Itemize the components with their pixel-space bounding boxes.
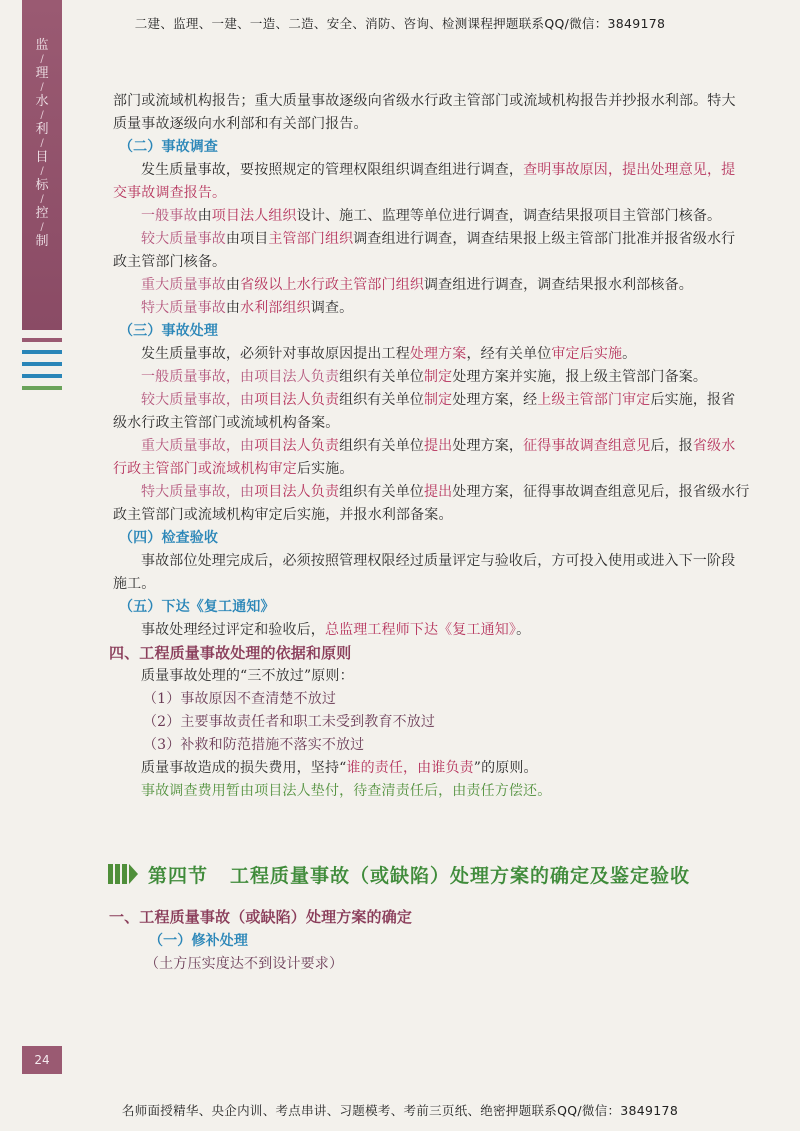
- paragraph-line: 一般质量事故，由项目法人负责组织有关单位制定处理方案并实施，报上级主管部门备案。: [141, 369, 708, 385]
- paragraph-line: 事故部位处理完成后，必须按照管理权限经过质量评定与验收后，方可投入使用或进入下一阶段: [141, 553, 736, 569]
- paragraph-line: 事故调查费用暂由项目法人垫付，待查清责任后，由责任方偿还。: [141, 783, 552, 799]
- paragraph-line: 特大质量事故由水利部组织调查。: [141, 300, 354, 316]
- paragraph-line: 较大质量事故由项目主管部门组织调查组进行调查，调查结果报上级主管部门批准并报省级水行: [141, 231, 736, 247]
- paragraph-line: 一般事故由项目法人组织设计、施工、监理等单位进行调查，调查结果报项目主管部门核备。: [141, 208, 722, 224]
- list-item: （3）补救和防范措施不落实不放过: [143, 737, 365, 753]
- paragraph-line: 质量事故处理的“三不放过”原则：: [141, 668, 354, 684]
- subheading-investigation: （二）事故调查: [119, 139, 219, 155]
- paragraph-line: 发生质量事故，要按照规定的管理权限组织调查组进行调查，查明事故原因，提出处理意见，提: [141, 162, 736, 178]
- body-text: [109, 90, 753, 803]
- subheading-repair: （一）修补处理: [149, 933, 249, 949]
- paragraph-line: 发生质量事故，必须针对事故原因提出工程处理方案，经有关单位审定后实施。: [141, 346, 637, 362]
- paragraph-line: 政主管部门或流域机构审定后实施，并报水利部备案。: [113, 507, 453, 523]
- paragraph-line: 质量事故造成的损失费用，坚持“谁的责任，由谁负责”的原则。: [141, 760, 538, 776]
- side-tab-char: 目: [35, 150, 49, 165]
- paragraph-line: 较大质量事故，由项目法人负责组织有关单位制定处理方案，经上级主管部门审定后实施，报省: [141, 392, 736, 408]
- decor-stripe: [22, 374, 62, 378]
- side-tab-char: 监: [35, 38, 49, 53]
- paragraph-line: 事故处理经过评定和验收后，总监理工程师下达《复工通知》。: [141, 622, 531, 638]
- side-tab-char: 制: [35, 234, 49, 249]
- decor-stripe: [22, 338, 62, 342]
- paragraph-line: 级水行政主管部门或流域机构备案。: [113, 415, 340, 431]
- paragraph-line: 政主管部门核备。: [113, 254, 227, 270]
- side-tab-char: 理: [35, 66, 49, 81]
- section-body: [109, 904, 753, 976]
- paragraph-line: 交事故调查报告。: [113, 185, 227, 201]
- chapter-side-tab: 监 / 理 / 水 / 利 / 目 / 标 / 控 / 制: [22, 0, 62, 330]
- paragraph-line: 施工。: [113, 576, 156, 592]
- heading-basis-principles: 四、工程质量事故处理的依据和原则: [109, 644, 352, 662]
- section-bars-icon: [108, 864, 138, 884]
- side-tab-char: 利: [35, 122, 49, 137]
- footer-banner: 名师面授精华、央企内训、考点串讲、习题模考、考前三页纸、绝密押题联系QQ/微信：3849178: [121, 1103, 679, 1118]
- decor-stripe: [22, 350, 62, 354]
- header-banner: 二建、监理、一建、一造、二造、安全、消防、咨询、检测课程押题联系QQ/微信：3849178: [134, 16, 666, 31]
- paragraph-line: 部门或流域机构报告；重大质量事故逐级向省级水行政主管部门或流域机构报告并抄报水利部。特大: [113, 93, 736, 109]
- decor-stripe: [22, 386, 62, 390]
- section-heading: [108, 858, 728, 890]
- list-item: （2）主要事故责任者和职工未受到教育不放过: [143, 714, 436, 730]
- paragraph-line: 重大质量事故由省级以上水行政主管部门组织调查组进行调查，调查结果报水利部核备。: [141, 277, 693, 293]
- list-item: （1）事故原因不查清楚不放过: [143, 691, 337, 707]
- side-tab-char: 标: [35, 178, 49, 193]
- side-tab-char: 水: [35, 94, 49, 109]
- subheading-handling: （三）事故处理: [119, 323, 219, 339]
- side-tab-char: 控: [35, 206, 49, 221]
- paragraph-line: （土方压实度达不到设计要求）: [145, 956, 344, 972]
- paragraph-line: 重大质量事故，由项目法人负责组织有关单位提出处理方案，征得事故调查组意见后，报省级水: [141, 438, 736, 454]
- subheading-inspection: （四）检查验收: [119, 530, 219, 546]
- section-title: 工程质量事故（或缺陷）处理方案的确定及鉴定验收: [230, 864, 691, 887]
- page-number: 24: [22, 1046, 62, 1074]
- section-number: 第四节: [148, 864, 209, 887]
- paragraph-line: 行政主管部门或流域机构审定后实施。: [113, 461, 354, 477]
- heading-treatment-plan: 一、工程质量事故（或缺陷）处理方案的确定: [109, 908, 413, 926]
- paragraph-line: 特大质量事故，由项目法人负责组织有关单位提出处理方案，征得事故调查组意见后，报省级水行: [141, 484, 750, 500]
- subheading-resume-notice: （五）下达《复工通知》: [119, 599, 275, 615]
- paragraph-line: 质量事故逐级向水利部和有关部门报告。: [113, 116, 368, 132]
- decor-stripe: [22, 362, 62, 366]
